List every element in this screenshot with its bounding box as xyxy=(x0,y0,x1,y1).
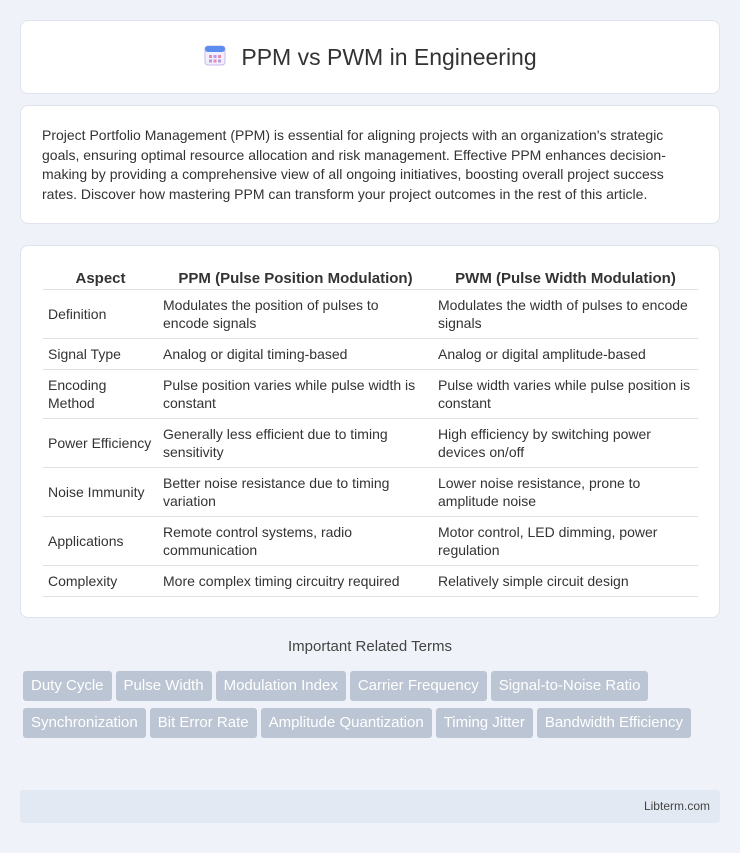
intro-card xyxy=(20,105,720,224)
table-cell: Analog or digital amplitude-based xyxy=(433,339,698,370)
footer-brand-link[interactable]: Libterm.com xyxy=(643,799,710,813)
table-cell: Power Efficiency xyxy=(43,419,158,468)
related-terms-title: Important Related Terms xyxy=(288,638,452,655)
table-cell: Better noise resistance due to timing variation xyxy=(158,468,433,517)
table-row xyxy=(43,468,698,517)
footer xyxy=(20,790,720,823)
comparison-table xyxy=(43,264,698,597)
calendar-icon xyxy=(203,43,227,72)
page-title: PPM vs PWM in Engineering xyxy=(241,43,537,70)
tag-synchronization[interactable]: Synchronization xyxy=(23,708,146,738)
table-row xyxy=(43,370,698,419)
tag-modulation-index[interactable]: Modulation Index xyxy=(216,671,346,701)
table-row xyxy=(43,566,698,597)
table-cell: More complex timing circuitry required xyxy=(158,566,433,597)
table-cell: Pulse width varies while pulse position is constant xyxy=(433,370,698,419)
tag-timing-jitter[interactable]: Timing Jitter xyxy=(436,708,533,738)
table-row xyxy=(43,419,698,468)
column-header-pwm: PWM (Pulse Width Modulation) xyxy=(433,264,698,290)
tag-amplitude-quantization[interactable]: Amplitude Quantization xyxy=(261,708,432,738)
table-cell: Signal Type xyxy=(43,339,158,370)
tag-bit-error-rate[interactable]: Bit Error Rate xyxy=(150,708,257,738)
table-cell: Motor control, LED dimming, power regulation xyxy=(433,517,698,566)
table-cell: Noise Immunity xyxy=(43,468,158,517)
table-cell: Generally less efficient due to timing sensitivity xyxy=(158,419,433,468)
tag-bandwidth-efficiency[interactable]: Bandwidth Efficiency xyxy=(537,708,691,738)
table-cell: Relatively simple circuit design xyxy=(433,566,698,597)
table-cell: Encoding Method xyxy=(43,370,158,419)
table-row xyxy=(43,290,698,339)
tag-pulse-width[interactable]: Pulse Width xyxy=(116,671,212,701)
table-cell: Modulates the position of pulses to encode signals xyxy=(158,290,433,339)
tag-carrier-frequency[interactable]: Carrier Frequency xyxy=(350,671,487,701)
table-row xyxy=(43,517,698,566)
table-row xyxy=(43,339,698,370)
column-header-ppm: PPM (Pulse Position Modulation) xyxy=(158,264,433,290)
column-header-aspect: Aspect xyxy=(43,264,158,290)
table-cell: Definition xyxy=(43,290,158,339)
tag-signal-to-noise-ratio[interactable]: Signal-to-Noise Ratio xyxy=(491,671,649,701)
related-terms-tags xyxy=(23,671,723,745)
table-cell: Modulates the width of pulses to encode signals xyxy=(433,290,698,339)
table-cell: Applications xyxy=(43,517,158,566)
tag-duty-cycle[interactable]: Duty Cycle xyxy=(23,671,112,701)
table-cell: Pulse position varies while pulse width is constant xyxy=(158,370,433,419)
table-cell: High efficiency by switching power devices on/off xyxy=(433,419,698,468)
table-cell: Remote control systems, radio communication xyxy=(158,517,433,566)
intro-text: Project Portfolio Management (PPM) is essential for aligning projects with an organization's strategic goals, ensuring optimal resource allocation and risk management. Effective PPM enhances decision-making by providing a comprehensive view of all ongoing initiatives, boosting overall project success rates. Discover how mastering PPM can transform your project outcomes in the rest of this article. xyxy=(42,127,666,202)
header-card xyxy=(20,20,720,94)
table-cell: Lower noise resistance, prone to amplitude noise xyxy=(433,468,698,517)
table-cell: Complexity xyxy=(43,566,158,597)
comparison-table-card xyxy=(20,245,720,618)
table-cell: Analog or digital timing-based xyxy=(158,339,433,370)
